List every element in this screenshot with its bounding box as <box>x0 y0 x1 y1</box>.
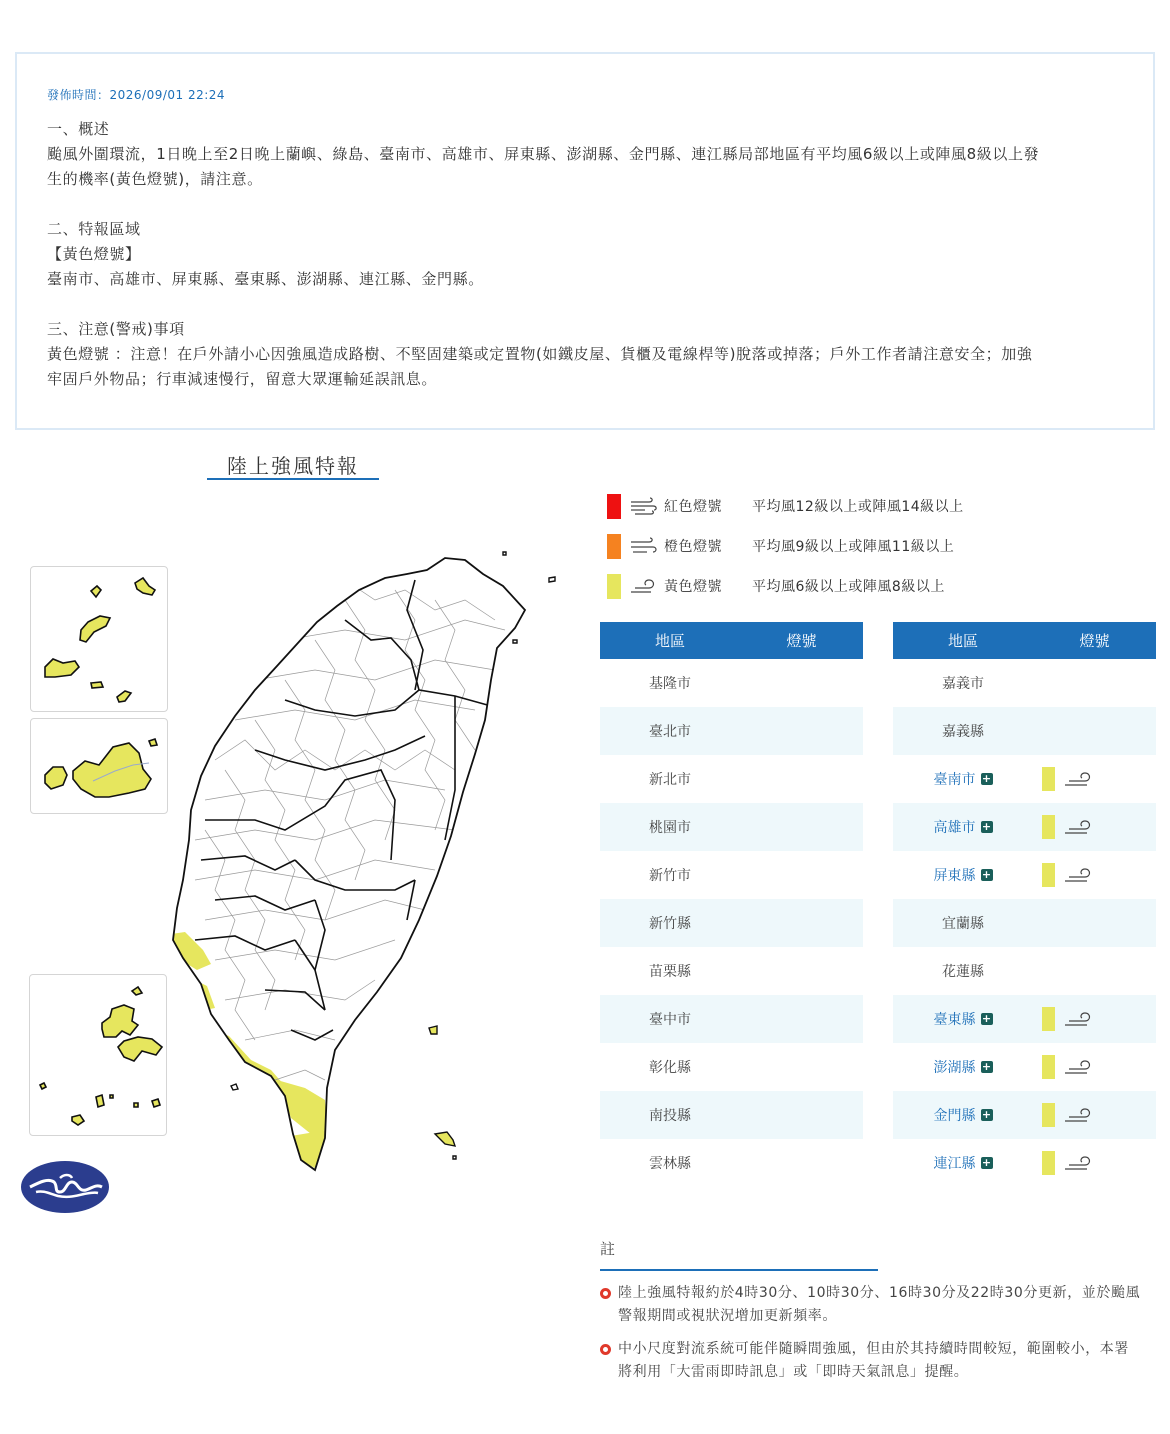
expand-plus-icon[interactable]: + <box>981 1012 992 1025</box>
table-row <box>600 995 863 1043</box>
region-name: 新北市 <box>649 772 691 788</box>
table-row <box>600 1091 863 1139</box>
table-row[interactable] <box>893 1091 1156 1139</box>
region-name: 花蓮縣 <box>942 964 984 980</box>
legend-red-label: 紅色燈號 <box>664 499 722 515</box>
region-name[interactable]: 金門縣 <box>933 1108 976 1124</box>
region-name: 南投縣 <box>649 1108 691 1124</box>
summary-text-line: 颱風外圍環流，1日晚上至2日晚上蘭嶼、綠島、臺南市、高雄市、屏東縣、澎湖縣、金門縣、連江縣局部地區有平均風6級以上或陣風8級以上發 <box>47 145 1040 163</box>
light-wind-icon <box>629 576 657 596</box>
medium-wind-icon <box>629 536 657 556</box>
header-signal: 燈號 <box>1079 632 1110 650</box>
legend-orange <box>607 526 1167 566</box>
region-name[interactable]: 臺南市 <box>933 772 976 788</box>
table-row <box>893 947 1156 995</box>
region-name: 嘉義縣 <box>942 724 984 740</box>
region-name: 臺北市 <box>649 724 691 740</box>
table-header <box>600 622 863 659</box>
table-row[interactable] <box>893 803 1156 851</box>
expand-plus-icon[interactable]: + <box>981 1108 992 1121</box>
section-caution-heading: 三、注意(警戒)事項 <box>47 320 185 338</box>
caution-text-line: 牢固戶外物品；行車減速慢行，留意大眾運輸延誤訊息。 <box>47 370 438 388</box>
region-table-left <box>600 622 863 1187</box>
legend-yellow <box>607 566 1167 606</box>
region-name: 基隆市 <box>649 676 691 692</box>
region-link[interactable] <box>893 1009 1033 1029</box>
signal-legend <box>607 486 1167 606</box>
region-name[interactable]: 臺東縣 <box>933 1012 976 1028</box>
table-row[interactable] <box>893 755 1156 803</box>
expand-plus-icon[interactable]: + <box>981 772 992 785</box>
region-name: 苗栗縣 <box>649 964 691 980</box>
yellow-signal-bar <box>1042 1055 1055 1079</box>
legend-yellow-label: 黃色燈號 <box>664 579 722 595</box>
region-link[interactable] <box>893 769 1033 789</box>
yellow-signal-bar <box>1042 815 1055 839</box>
region-name[interactable]: 連江縣 <box>933 1156 976 1172</box>
warning-map <box>15 540 575 1220</box>
note-item <box>600 1282 1155 1328</box>
region-name: 嘉義市 <box>942 676 984 692</box>
forecast-notice-panel <box>15 52 1155 430</box>
header-region: 地區 <box>947 632 978 650</box>
table-row <box>893 899 1156 947</box>
caution-text-line: 黃色燈號 ：注意！在戶外請小心因強風造成路樹、不堅固建築或定置物(如鐵皮屋、貨櫃及電線桿等)脫落或掉落；戶外工作者請注意安全；加強 <box>47 345 1033 363</box>
light-wind-icon <box>1063 817 1093 837</box>
taiwan-map[interactable] <box>15 540 575 1220</box>
region-name: 臺中市 <box>649 1012 691 1028</box>
expand-plus-icon[interactable]: + <box>981 1156 992 1169</box>
region-name[interactable]: 高雄市 <box>933 820 976 836</box>
note-text-line: 將利用「大雷雨即時訊息」或「即時天氣訊息」提醒。 <box>618 1364 969 1380</box>
table-row <box>600 1139 863 1187</box>
map-title: 陸上強風特報 <box>207 450 379 480</box>
table-row[interactable] <box>893 1139 1156 1187</box>
region-name: 新竹市 <box>649 868 691 884</box>
region-link[interactable] <box>893 865 1033 885</box>
legend-red-swatch <box>607 494 621 519</box>
region-name: 雲林縣 <box>649 1156 691 1172</box>
region-link[interactable] <box>893 1057 1033 1077</box>
light-wind-icon <box>1063 865 1093 885</box>
region-name[interactable]: 屏東縣 <box>933 868 976 884</box>
legend-orange-label: 橙色燈號 <box>664 539 722 555</box>
note-item <box>600 1338 1155 1384</box>
legend-orange-desc: 平均風9級以上或陣風11級以上 <box>752 539 955 555</box>
bullet-dot-icon <box>600 1344 611 1355</box>
yellow-signal-bar <box>1042 767 1055 791</box>
legend-yellow-swatch <box>607 574 621 599</box>
notes-title: 註 <box>600 1236 878 1271</box>
table-row <box>600 899 863 947</box>
expand-plus-icon[interactable]: + <box>981 820 992 833</box>
table-row <box>600 707 863 755</box>
region-table-right <box>893 622 1156 1187</box>
table-header <box>893 622 1156 659</box>
section-area-heading: 二、特報區域 <box>47 220 141 238</box>
outlying-islets <box>429 1026 455 1146</box>
light-wind-icon <box>1063 1009 1093 1029</box>
note-text-line: 陸上強風特報約於4時30分、10時30分、16時30分及22時30分更新，並於颱風 <box>618 1285 1141 1301</box>
note-text-line: 中小尺度對流系統可能伴隨瞬間強風，但由於其持續時間較短，範圍較小，本署 <box>618 1341 1129 1357</box>
region-name: 彰化縣 <box>649 1060 691 1076</box>
table-row[interactable] <box>893 995 1156 1043</box>
table-row <box>600 803 863 851</box>
table-row <box>600 947 863 995</box>
light-wind-icon <box>1063 1153 1093 1173</box>
publish-time: 發佈時間：2026/09/01 22:24 <box>47 88 226 102</box>
region-link[interactable] <box>893 1105 1033 1125</box>
bullet-dot-icon <box>600 1288 611 1299</box>
legend-red <box>607 486 1167 526</box>
table-row <box>600 1043 863 1091</box>
legend-orange-swatch <box>607 534 621 559</box>
header-region: 地區 <box>654 632 685 650</box>
expand-plus-icon[interactable]: + <box>981 868 992 881</box>
region-name: 新竹縣 <box>649 916 691 932</box>
summary-text-line: 生的機率(黃色燈號)，請注意。 <box>47 170 263 188</box>
section-summary-heading: 一、概述 <box>47 120 110 138</box>
yellow-signal-bar <box>1042 863 1055 887</box>
cwa-logo <box>20 1160 110 1214</box>
table-row[interactable] <box>893 851 1156 899</box>
yellow-signal-bar <box>1042 1151 1055 1175</box>
light-wind-icon <box>1063 769 1093 789</box>
light-wind-icon <box>1063 1057 1093 1077</box>
yellow-signal-label: 【黃色燈號】 <box>47 245 141 263</box>
region-name: 宜蘭縣 <box>942 916 984 932</box>
region-link[interactable] <box>893 817 1033 837</box>
region-link[interactable] <box>893 1153 1033 1173</box>
table-row <box>893 707 1156 755</box>
legend-red-desc: 平均風12級以上或陣風14級以上 <box>752 499 964 515</box>
header-signal: 燈號 <box>786 632 817 650</box>
expand-plus-icon[interactable]: + <box>981 1060 992 1073</box>
table-row[interactable] <box>893 1043 1156 1091</box>
yellow-signal-bar <box>1042 1007 1055 1031</box>
yellow-signal-bar <box>1042 1103 1055 1127</box>
table-row <box>600 659 863 707</box>
area-list-text: 臺南市、高雄市、屏東縣、臺東縣、澎湖縣、連江縣、金門縣。 <box>47 270 484 288</box>
table-row <box>893 659 1156 707</box>
table-row <box>600 755 863 803</box>
region-name: 桃園市 <box>649 820 691 836</box>
light-wind-icon <box>1063 1105 1093 1125</box>
strong-wind-icon <box>629 496 657 516</box>
table-row <box>600 851 863 899</box>
legend-yellow-desc: 平均風6級以上或陣風8級以上 <box>752 579 945 595</box>
note-text-line: 警報期間或視狀況增加更新頻率。 <box>618 1308 837 1324</box>
region-name[interactable]: 澎湖縣 <box>933 1060 976 1076</box>
